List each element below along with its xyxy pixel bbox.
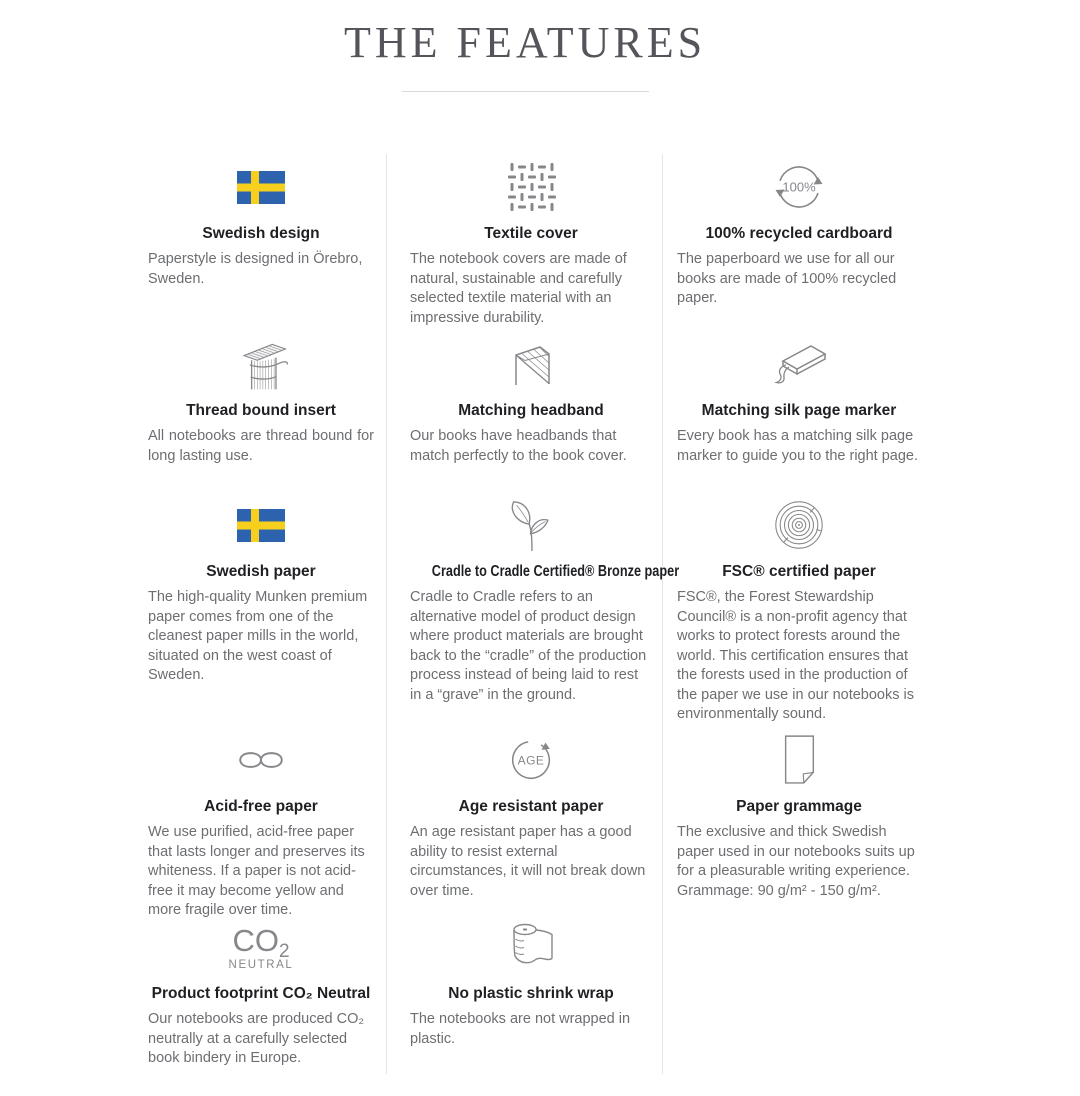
age-resistant-icon xyxy=(505,734,557,786)
feature-title: No plastic shrink wrap xyxy=(448,985,614,1002)
recycle-100-icon xyxy=(770,158,828,216)
feature-card xyxy=(663,727,935,914)
textile-weave-icon xyxy=(506,162,556,212)
feature-icon-area xyxy=(410,731,652,789)
svg-text:CO2: CO2 xyxy=(232,923,290,962)
svg-text:100%: 100% xyxy=(782,179,816,195)
feature-description: The exclusive and thick Swedish paper used in our notebooks suits up for a pleasurable writing experience. Grammage: 90 g/m² - 150 g/m². xyxy=(677,824,915,899)
feature-icon-area xyxy=(148,158,374,216)
feature-card xyxy=(145,492,386,727)
feature-card xyxy=(145,154,386,331)
feature-icon-area xyxy=(410,158,652,216)
feature-icon-area xyxy=(410,918,652,976)
feature-description: The notebook covers are made of natural, sustainable and carefully selected textile material with an impressive durability. xyxy=(410,251,627,326)
title-divider xyxy=(402,91,649,92)
silk-page-marker-icon xyxy=(767,338,831,390)
feature-icon-area xyxy=(677,731,921,789)
feature-description: The notebooks are not wrapped in plastic. xyxy=(410,1011,631,1047)
header xyxy=(130,16,920,92)
infinity-icon xyxy=(232,745,290,775)
feature-title: Textile cover xyxy=(484,225,578,242)
svg-text:AGE: AGE xyxy=(517,753,545,768)
feature-title: Swedish paper xyxy=(206,563,316,580)
page-title: THE FEATURES xyxy=(343,18,707,67)
feature-title: Acid-free paper xyxy=(204,798,318,815)
feature-card xyxy=(386,727,663,914)
feature-description: Our books have headbands that match perfectly to the book cover. xyxy=(410,428,627,464)
features-page xyxy=(0,16,1080,1096)
feature-description: FSC®, the Forest Stewardship Council® is a non-profit agency that works to protect forests around the world. This certification ensures that the forests used in the production of the paper we use in our notebooks is environmentally sound. xyxy=(677,589,914,722)
feature-icon-area xyxy=(410,335,652,393)
feature-title: Age resistant paper xyxy=(458,798,604,815)
tree-rings-icon xyxy=(771,497,827,553)
feature-icon-area xyxy=(148,731,374,789)
feature-card xyxy=(386,492,680,727)
plant-sprout-icon xyxy=(504,498,558,552)
features-grid xyxy=(145,154,935,1074)
feature-description: All notebooks are thread bound for long lasting use. xyxy=(148,428,374,464)
feature-icon-area xyxy=(410,496,652,554)
feature-description: Paperstyle is designed in Örebro, Sweden. xyxy=(148,251,363,287)
feature-description: The high-quality Munken premium paper comes from one of the cleanest paper mills in the world, situated on the west coast of Sweden. xyxy=(148,589,368,683)
feature-card xyxy=(663,492,935,727)
feature-icon-area xyxy=(677,496,921,554)
feature-card xyxy=(386,154,663,331)
svg-text:NEUTRAL: NEUTRAL xyxy=(228,959,294,971)
feature-icon-area xyxy=(148,335,374,393)
feature-card xyxy=(145,914,386,1074)
feature-title: Paper grammage xyxy=(736,798,862,815)
feature-title: Matching silk page marker xyxy=(701,402,897,419)
feature-title: Matching headband xyxy=(458,402,604,419)
feature-icon-area xyxy=(148,496,374,554)
feature-description: Our notebooks are produced CO₂ neutrally at a carefully selected book bindery in Europe. xyxy=(148,1011,364,1066)
feature-card xyxy=(663,331,935,492)
feature-card xyxy=(663,154,935,331)
feature-description: The paperboard we use for all our books are made of 100% recycled paper. xyxy=(677,251,897,306)
feature-card xyxy=(386,914,663,1074)
plastic-roll-icon xyxy=(502,920,560,974)
feature-title: FSC® certified paper xyxy=(722,563,876,580)
feature-description: An age resistant paper has a good ability to resist external circumstances, it will not break down over time. xyxy=(410,824,646,899)
feature-description: Cradle to Cradle refers to an alternative model of product design where product materials are brought back to the “cradle” of the production process instead of being laid to rest in a “grave” in the ground. xyxy=(410,589,647,703)
swedish-flag-icon xyxy=(237,171,285,204)
headband-icon xyxy=(504,340,558,388)
feature-title: 100% recycled cardboard xyxy=(705,225,893,242)
feature-title: Cradle to Cradle Certified® Bronze paper xyxy=(431,563,680,580)
swedish-flag-icon xyxy=(237,509,285,542)
feature-card xyxy=(145,331,386,492)
feature-card xyxy=(386,331,663,492)
feature-icon-area xyxy=(148,918,374,976)
feature-description: We use purified, acid-free paper that lasts longer and preserves its whiteness. If a paper is not acid-free it may become yellow and more fragile over time. xyxy=(148,824,365,918)
paper-sheet-icon xyxy=(778,732,820,788)
feature-description: Every book has a matching silk page marker to guide you to the right page. xyxy=(677,428,919,464)
feature-title: Thread bound insert xyxy=(186,402,336,419)
thread-bound-icon xyxy=(231,336,291,392)
feature-title: Product footprint CO₂ Neutral xyxy=(151,985,371,1002)
feature-card xyxy=(145,727,386,918)
co2-neutral-icon xyxy=(201,921,321,973)
feature-icon-area xyxy=(677,335,921,393)
feature-title: Swedish design xyxy=(202,225,320,242)
feature-icon-area xyxy=(677,158,921,216)
